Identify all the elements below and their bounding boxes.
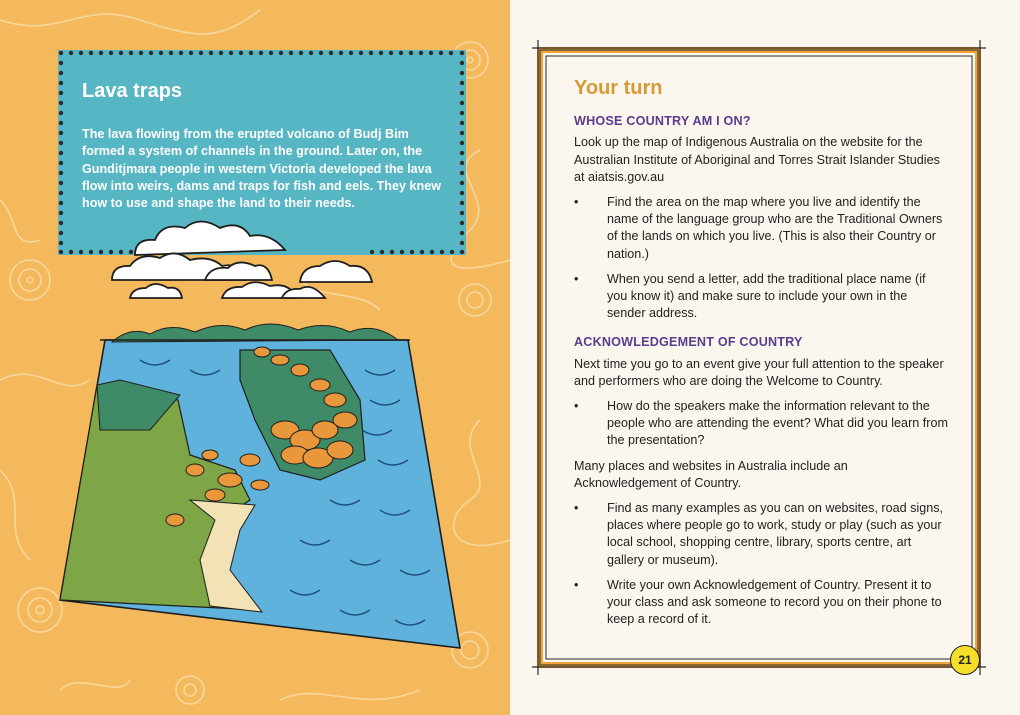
lava-traps-title: Lava traps: [82, 80, 183, 102]
land-map-block: [60, 324, 460, 648]
your-turn-content: [574, 77, 948, 636]
list-item-text: Find as many examples as you can on websites, road signs, places where people go to work, study or play (such as your local school, shopping centre, library, sports centre, art gallery or museum).: [607, 501, 944, 567]
list-item: [574, 577, 948, 629]
page-title: Your turn: [574, 77, 663, 99]
lava-traps-text: The lava flowing from the erupted volcano of Budj Bim formed a system of channels in the ground. Later on, the Gunditjmara people in western Victoria developed the lava flow into weirs, dams and traps for fish and eels. They knew how to use and shape the land to their needs.: [82, 127, 442, 211]
bullet-icon: •: [574, 399, 579, 414]
bullet-list: [574, 398, 948, 450]
section-intro: Many places and websites in Australia include an Acknowledgement of Country.: [574, 458, 848, 490]
bullet-list: [574, 194, 948, 322]
section-heading-whose-country: WHOSE COUNTRY AM I ON?: [574, 114, 751, 129]
right-page: [510, 0, 1020, 715]
list-item-text: When you send a letter, add the traditional place name (if you know it) and make sure to include your own in the sender address.: [607, 271, 926, 321]
list-item: [574, 398, 948, 450]
section-intro: Look up the map of Indigenous Australia on the website for the Australian Institute of Aboriginal and Torres Strait Islander Studies at aiatsis.gov.au: [574, 135, 940, 184]
list-item: [574, 194, 948, 263]
list-item: [574, 500, 948, 569]
list-item-text: How do the speakers make the information relevant to the people who are attending the event? What did you learn from the presentation?: [607, 399, 948, 448]
bullet-icon: •: [574, 577, 579, 592]
list-item-text: Write your own Acknowledgement of Country. Present it to your class and ask someone to record you on their phone to keep a record of it.: [607, 577, 942, 627]
clouds: [112, 222, 372, 299]
bullet-icon: •: [574, 195, 579, 210]
page-number-badge: 21: [950, 645, 980, 675]
bullet-icon: •: [574, 501, 579, 516]
bullet-list: [574, 500, 948, 628]
list-item: [574, 271, 948, 323]
list-item-text: Find the area on the map where you live and identify the name of the language group who are the Traditional Owners of the lands on which you live. (This is also their Country or nation.): [607, 195, 943, 261]
section-intro: Next time you go to an event give your full attention to the speaker and performers who are doing the Welcome to Country.: [574, 356, 944, 388]
section-heading-acknowledgement: ACKNOWLEDGEMENT OF COUNTRY: [574, 335, 803, 350]
bullet-icon: •: [574, 271, 579, 286]
